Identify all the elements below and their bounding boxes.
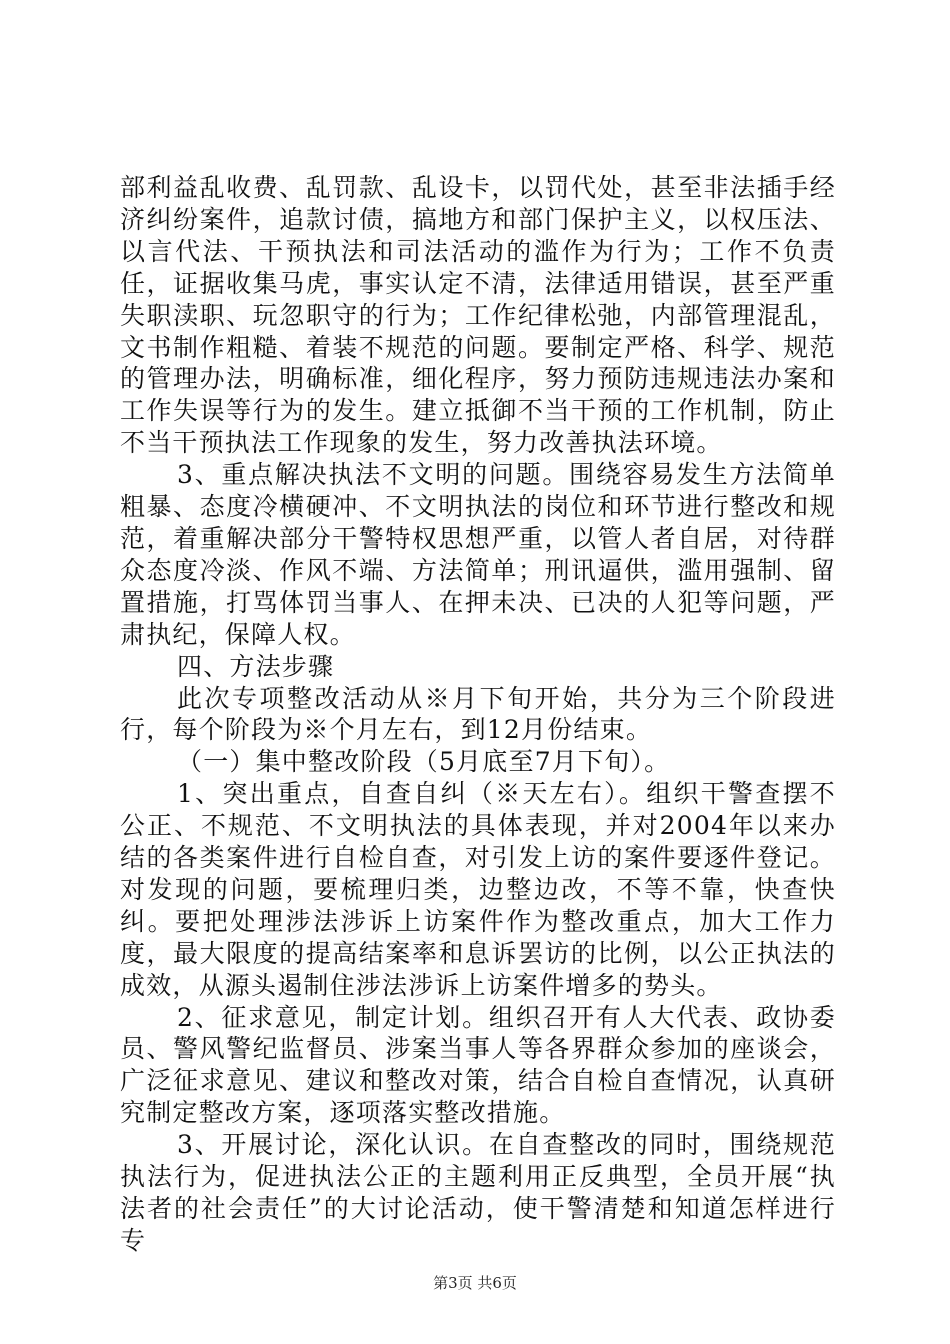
paragraph-continuation: 部利益乱收费、乱罚款、乱设卡，以罚代处，甚至非法插手经济纠纷案件，追款讨债，搞地方和部门保护主义，以权压法、以言代法、干预执法和司法活动的滥作为行为；工作不负责任，证据收集马虎，事实认定不清，法律适用错误，甚至严重失职渎职、玩忽职守的行为；工作纪律松弛，内部管理混乱，文书制作粗糙、着装不规范的问题。要制定严格、科学、规范的管理办法，明确标准，细化程序，努力预防违规违法办案和工作失误等行为的发生。建立抵御不当干预的工作机制，防止不当干预执法工作现象的发生，努力改善执法环境。 [120,173,836,458]
paragraph-solicit-opinions: 2、征求意见，制定计划。组织召开有人大代表、政协委员、警风警纪监督员、涉案当事人等各界群众参加的座谈会，广泛征求意见、建议和整改对策，结合自检自查情况，认真研究制定整改方案，逐项落实整改措施。 [120,1002,836,1128]
paragraph-schedule: 此次专项整改活动从※月下旬开始，共分为三个阶段进行，每个阶段为※个月左右，到12月份结束。 [120,683,836,745]
paragraph-discussion: 3、开展讨论，深化认识。在自查整改的同时，围绕规范执法行为，促进执法公正的主题利用正反典型，全员开展“执法者的社会责任”的大讨论活动，使干警清楚和知道怎样进行专 [120,1130,836,1255]
section-heading-methods: 四、方法步骤 [177,651,335,681]
paragraph-self-inspection: 1、突出重点，自查自纠（※天左右）。组织干警查摆不公正、不规范、不文明执法的具体表现，并对2004年以来办结的各类案件进行自检自查，对引发上访的案件要逐件登记。对发现的问题，要梳理归类，边整边改，不等不靠，快查快纠。要把处理涉法涉诉上访案件作为整改重点，加大工作力度，最大限度的提高结案率和息诉罢访的比例，以公正执法的成效，从源头遏制住涉法涉诉上访案件增多的势头。 [120,779,836,1000]
paragraph-civil-enforcement: 3、重点解决执法不文明的问题。围绕容易发生方法简单粗暴、态度冷横硬冲、不文明执法的岗位和环节进行整改和规范，着重解决部分干警特权思想严重，以管人者自居，对待群众态度冷淡、作风不端、方法简单；刑讯逼供，滥用强制、留置措施，打骂体罚当事人、在押未决、已决的人犯等问题，严肃执纪，保障人权。 [120,460,836,649]
document-body [120,172,836,1257]
page-number: 第3页 共6页 [433,1274,517,1292]
subsection-heading-phase-one: （一）集中整改阶段（5月底至7月下旬）。 [177,747,671,777]
